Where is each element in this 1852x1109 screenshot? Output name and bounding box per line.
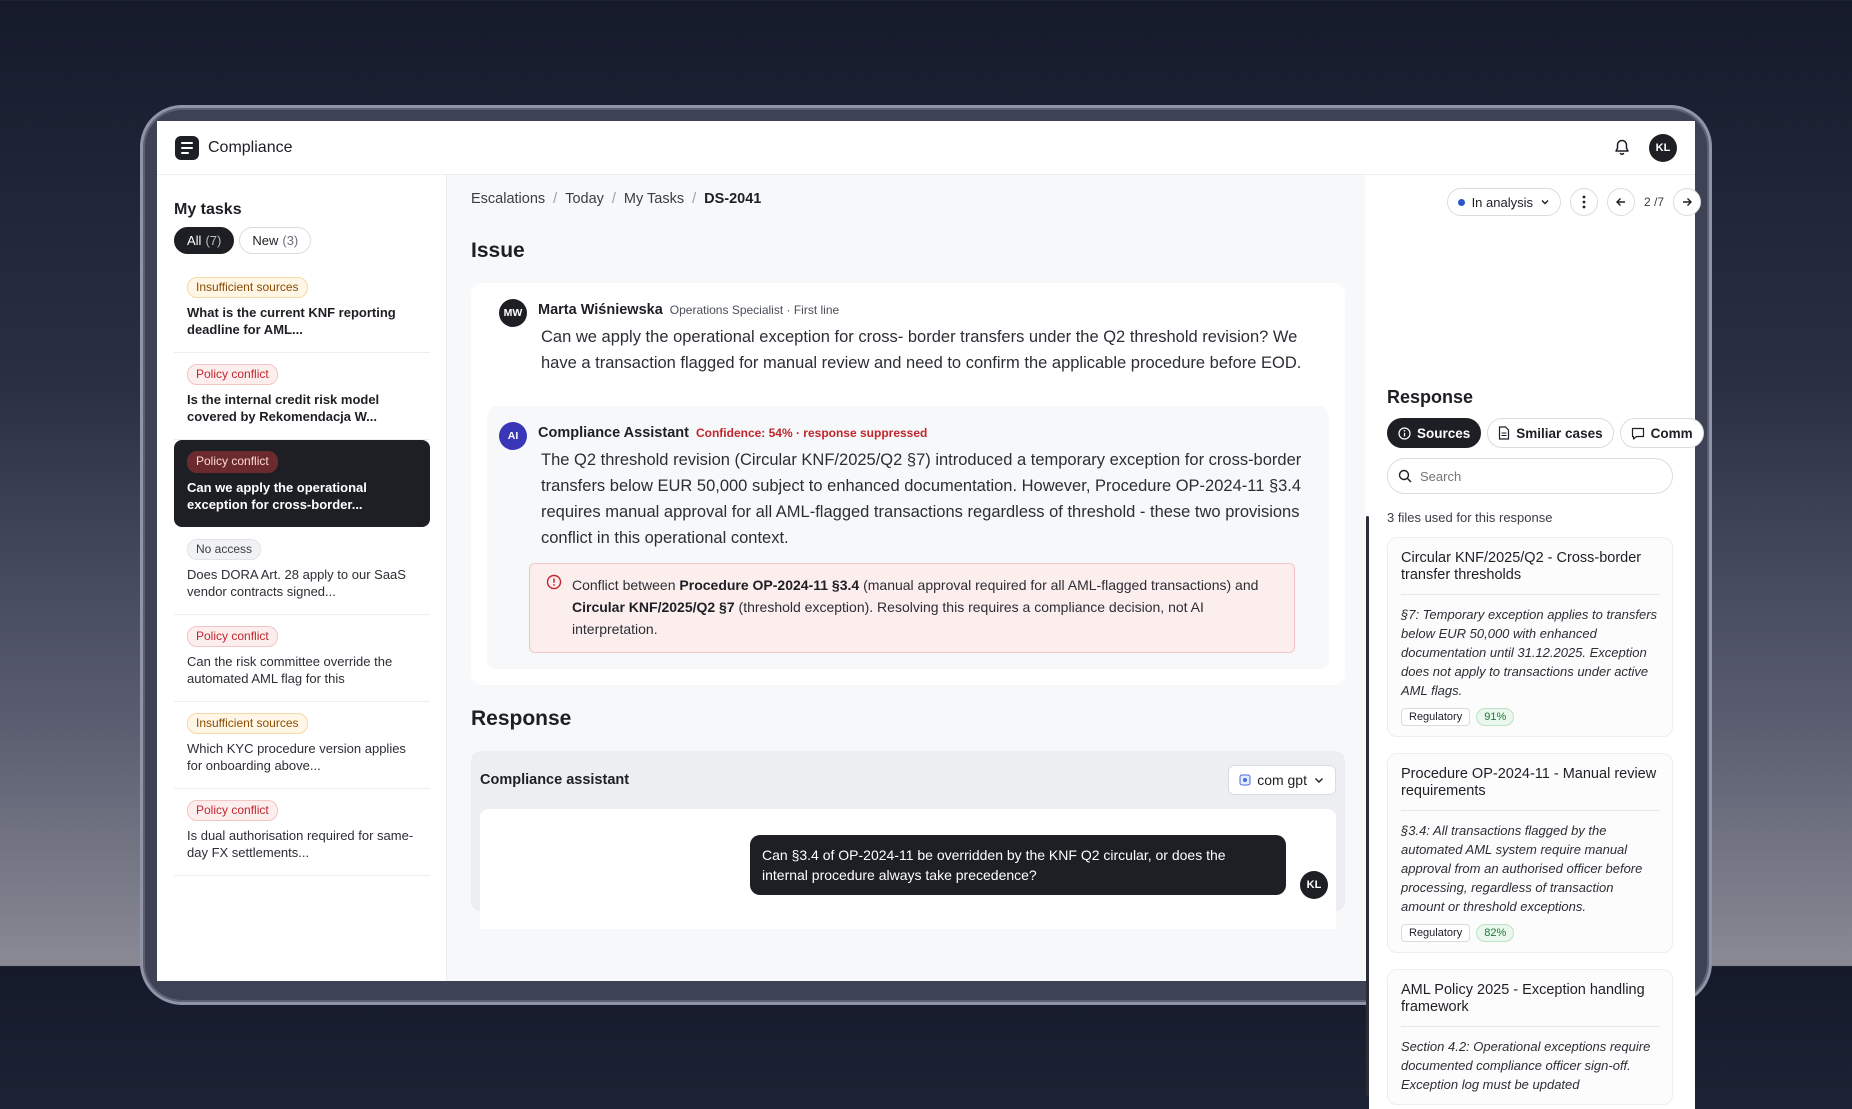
response-title: Response [471, 707, 572, 730]
bell-icon[interactable] [1611, 137, 1633, 159]
conflict-ref-procedure: Procedure OP-2024-11 §3.4 [679, 577, 860, 593]
task-text: Is dual authorisation required for same-day FX settlements... [187, 828, 414, 861]
source-tag: Regulatory [1401, 708, 1470, 726]
conflict-text: (threshold exception). Resolving this requires a compliance decision, not AI interpretation. [572, 599, 1204, 637]
source-card[interactable] [1387, 537, 1673, 737]
status-badge: Policy conflict [187, 451, 278, 472]
source-score: 91% [1476, 708, 1514, 726]
task-item[interactable] [174, 353, 430, 440]
tasks-title: My tasks [174, 201, 242, 218]
conflict-text: (manual approval required for all AML-flagged transactions) and [859, 577, 1259, 593]
chat-bubble: Can §3.4 of OP-2024-11 be overridden by the KNF Q2 circular, or does the internal procedure always take precedence? [750, 835, 1286, 895]
compliance-assistant-card [471, 751, 1345, 911]
chevron-down-icon [1540, 197, 1550, 207]
user-message [487, 299, 1329, 376]
tab-sources-label: Sources [1417, 425, 1471, 441]
tab-similar-cases-label: Smiliar cases [1516, 425, 1603, 441]
sender-name: Compliance Assistant [538, 425, 689, 441]
source-excerpt: §3.4: All transactions flagged by the automated AML system require manual approval from an authorised officer before processing, regardless of transaction amount or threshold exceptions. [1401, 823, 1643, 914]
tab-comments-label: Comm [1650, 425, 1693, 441]
task-item[interactable] [174, 789, 430, 876]
source-card[interactable] [1387, 969, 1673, 1105]
ai-message [487, 422, 1313, 551]
document-icon [1498, 426, 1510, 440]
model-icon [1239, 774, 1251, 786]
sender-name: Marta Wiśniewska [538, 302, 663, 318]
task-item[interactable] [174, 615, 430, 702]
task-item[interactable] [174, 702, 430, 789]
conflict-alert [529, 563, 1295, 653]
chevron-down-icon [1313, 774, 1325, 786]
status-badge: Policy conflict [187, 800, 278, 821]
tasks-sidebar [157, 175, 447, 981]
status-dropdown[interactable] [1447, 188, 1561, 216]
app-window [157, 121, 1695, 1092]
status-dot-icon [1458, 199, 1465, 206]
breadcrumb-current: DS-2041 [704, 191, 762, 207]
user-avatar[interactable]: KL [1649, 134, 1677, 162]
tab-sources[interactable] [1387, 418, 1481, 448]
next-button[interactable] [1673, 188, 1701, 216]
chat-area [480, 809, 1336, 929]
source-title: Circular KNF/2025/Q2 - Cross-border transfer thresholds [1401, 550, 1660, 595]
ai-message-block [487, 406, 1329, 669]
assistant-title: Compliance assistant [480, 772, 630, 788]
task-text: Can we apply the operational exception for cross-border... [187, 479, 367, 512]
source-score: 82% [1476, 924, 1514, 942]
conflict-ref-circular: Circular KNF/2025/Q2 §7 [572, 599, 735, 615]
tab-comments[interactable] [1620, 418, 1704, 448]
previous-button[interactable] [1607, 188, 1635, 216]
task-item-selected[interactable] [174, 440, 430, 526]
breadcrumb-escalations[interactable]: Escalations [471, 191, 546, 207]
arrow-right-icon [1681, 196, 1693, 208]
status-label: In analysis [1471, 194, 1533, 210]
issue-card [471, 283, 1345, 685]
filter-new-count: (3) [282, 233, 299, 248]
status-badge: Policy conflict [187, 364, 278, 385]
app-logo-icon [175, 136, 199, 160]
breadcrumb [471, 191, 761, 207]
right-panel-tabs [1387, 418, 1695, 448]
source-title: AML Policy 2025 - Exception handling framework [1401, 982, 1660, 1027]
task-text: What is the current KNF reporting deadline for AML... [187, 305, 396, 338]
pager-label: 2 /7 [1643, 195, 1664, 209]
source-title: Procedure OP-2024-11 - Manual review requirements [1401, 766, 1660, 811]
task-item[interactable] [174, 528, 430, 615]
source-card[interactable] [1387, 753, 1673, 953]
message-text: The Q2 threshold revision (Circular KNF/2025/Q2 §7) introduced a temporary exception for cross-border transfers below EUR 50,000 subject to enhanced documentation. However, Procedure OP-2024-11 §3.4 requires manual approval for all AML-flagged transactions regardless of threshold - these two provisions conflict in this operational context. [541, 451, 1302, 547]
model-select[interactable] [1228, 765, 1336, 795]
avatar: MW [499, 299, 527, 327]
filter-all-label: All [187, 233, 202, 248]
search-icon [1398, 469, 1412, 483]
sender-role: Operations Specialist · First line [669, 303, 840, 317]
status-badge: Insufficient sources [187, 277, 308, 298]
right-panel [1369, 369, 1695, 1109]
right-panel-title: Response [1387, 387, 1474, 407]
task-item[interactable] [174, 266, 430, 353]
more-vertical-icon [1582, 195, 1586, 209]
files-used-label: 3 files used for this response [1387, 510, 1553, 525]
comment-icon [1631, 427, 1645, 440]
top-bar [157, 121, 1695, 175]
breadcrumb-separator: / [692, 191, 697, 207]
info-icon [1398, 427, 1411, 440]
status-badge: Insufficient sources [187, 713, 308, 734]
task-text: Can the risk committee override the automated AML flag for this [187, 653, 393, 686]
conflict-text: Conflict between [572, 577, 680, 593]
task-text: Is the internal credit risk model covered by Rekomendacja W... [187, 392, 380, 425]
more-options-button[interactable] [1570, 188, 1598, 216]
search-box [1387, 458, 1673, 494]
source-tag: Regulatory [1401, 924, 1470, 942]
arrow-left-icon [1615, 196, 1627, 208]
tab-similar-cases[interactable] [1487, 418, 1613, 448]
alert-circle-icon [546, 574, 562, 590]
filter-new-label: New [252, 233, 279, 248]
status-badge: No access [187, 539, 261, 560]
task-text: Which KYC procedure version applies for onboarding above... [187, 741, 406, 774]
search-input[interactable] [1420, 469, 1650, 484]
app-title: Compliance [208, 138, 293, 156]
status-badge: Policy conflict [187, 626, 278, 647]
source-excerpt: §7: Temporary exception applies to transfers below EUR 50,000 with enhanced documentation until 31.12.2025. Exception does not apply to transactions under active AML flags. [1401, 607, 1658, 698]
message-text: Can we apply the operational exception for cross- border transfers under the Q2 threshold revision? We have a transaction flagged for manual review and need to confirm the applicable procedure before EOD. [541, 328, 1302, 372]
confidence-label: Confidence: 54% · response suppressed [695, 426, 928, 440]
model-label: com gpt [1257, 772, 1307, 788]
breadcrumb-separator: / [611, 191, 616, 207]
breadcrumb-today[interactable]: Today [565, 191, 604, 207]
breadcrumb-separator: / [553, 191, 558, 207]
source-excerpt: Section 4.2: Operational exceptions require documented compliance officer sign-off. Exception log must be updated [1401, 1039, 1651, 1092]
chat-avatar: KL [1300, 871, 1328, 899]
issue-title: Issue [471, 239, 525, 262]
task-filters [174, 227, 430, 254]
ai-avatar: AI [499, 422, 527, 450]
task-text: Does DORA Art. 28 apply to our SaaS vendor contracts signed... [187, 566, 406, 599]
filter-all-count: (7) [205, 233, 222, 248]
header-actions [1447, 188, 1701, 216]
filter-new[interactable] [239, 227, 311, 254]
breadcrumb-my-tasks[interactable]: My Tasks [623, 191, 685, 207]
filter-all[interactable] [174, 227, 234, 254]
